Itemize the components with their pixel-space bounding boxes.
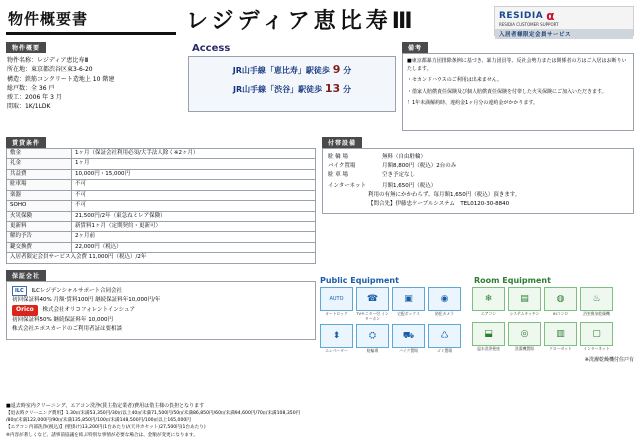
trash-yard-icon: ♺ [428,324,461,348]
item-caption: エアコン [481,311,496,316]
row-key: 解約予告 [7,232,72,242]
footer-line: ※内容が著しくなど、諸事前協議を結ぶ特別な事情が必要な場合は、金額が変更になります。 [6,432,198,438]
rent-section-label: 賃貸条件 [6,137,46,148]
washlet-icon: ⬓ [472,322,505,346]
tv-intercom-icon: ▢ [580,322,613,346]
equipment-panel [320,276,634,386]
orico-logo-icon: Orico [12,305,38,315]
item-caption: 浴室換気乾燥機 [583,311,610,316]
table-row [7,201,316,211]
overview-line: 構造：鉄筋コンクリート造地上 10 階建 [7,75,115,83]
table-row [7,169,316,179]
guarantee-detail: 初回保証料40% 月額־賃料100円 継続保証料年10,000円/年 [12,297,161,304]
list-item [544,322,577,354]
row-value: 21,500円/2年（東急ねミレア保険） [72,211,316,221]
facility-value: 空き予定なし [382,171,416,178]
access-route-minutes: 9 [332,63,341,76]
facility-value: 無料（自由駐輪） [382,154,427,160]
overview-column [6,42,182,131]
access-box [188,56,396,112]
access-title: Access [192,43,231,54]
row-key: 共益費 [7,169,72,179]
intercom-icon: ☎ [356,287,389,311]
item-caption: TVモニター付 インターホン [356,311,389,321]
access-route-label: JR山手線「渋谷」駅徒歩 [232,85,323,94]
list-item [508,322,541,354]
security-camera-icon: ◉ [428,287,461,311]
air-conditioner-icon: ❄ [472,287,505,311]
item-caption: 駐輪場 [366,348,379,354]
row-combined [7,253,316,263]
remark-item: ！1年未満解約時、違約金1ヶ月分の違約金がかかります。 [407,100,538,106]
bicycle-parking-icon: ⛭ [356,324,389,348]
access-route [189,63,395,76]
overview-section-label: 物件概要 [6,42,46,53]
public-equipment-title: Public Equipment [320,276,399,285]
access-route [189,82,395,95]
item-caption: 温水洗浄便座 [477,345,500,351]
row-value: 不可 [72,180,316,190]
table-row [7,253,316,263]
guarantee-company: 株式会社オリコフォレントインシュア [42,307,136,314]
delivery-box-icon: ▣ [392,287,425,311]
motorbike-parking-icon: ⛟ [392,324,425,348]
list-item [428,287,461,321]
access-route-minutes: 13 [324,82,341,95]
room-equipment-list [472,287,620,354]
facility-value: 月額8,800円（税込）2台のみ [382,162,457,169]
rent-conditions-table [6,148,316,264]
equipment-note: ※洗濯乾燥機付住戸有 [584,356,634,363]
remarks-box [402,53,634,131]
internet-row [328,182,628,191]
residia-logo: RESIDIA [499,11,544,21]
list-item [356,324,389,354]
remarks-column [402,42,634,131]
row-key: 入居者限定会員サービス入会費 [10,254,88,261]
row-value: 不可 [72,201,316,211]
remark-item: ・セカンドハウスのご利用は出来ません。 [407,77,503,83]
list-item [580,287,613,319]
title-underline [6,32,176,35]
list-item [392,287,425,321]
doc-type-title: 物件概要書 [8,10,89,28]
overview-line: 竣工：2006 年 3 月 [7,94,62,102]
closet-icon: ▥ [544,322,577,346]
access-route-unit: 分 [343,85,352,94]
room-equipment-title: Room Equipment [474,276,551,285]
ih-stove-icon: ◍ [544,287,577,311]
item-caption: バイク置場 [399,348,418,354]
table-row [7,242,316,252]
washing-machine-icon: ◎ [508,322,541,346]
guarantee-detail: 初回保証料50% 継続保証料年 10,000円 [12,316,113,323]
residia-member-badge [494,6,634,36]
guarantee-column [6,270,316,340]
building-name-title: レジディア恵比寿Ⅲ [186,9,417,34]
item-caption: システムキッチン [509,311,540,316]
guarantee-item [12,286,310,297]
facilities-section-label: 付帯設備 [322,137,362,148]
row-value: 11,000円（税込）/2年 [88,254,147,261]
guarantee-company: ILCレジデンシャルサポート合同会社 [31,287,123,294]
row-value: 2ヶ月前 [72,232,316,242]
overview-line: 間取：1K/1LDK [7,103,51,111]
bath-dryer-icon: ♨ [580,287,613,311]
remark-item: ・借家人賠償責任保険及び個人賠償責任保険を付帯した火災保険にご加入いただきます。 [407,88,607,95]
row-value: 1ヶ月 [72,159,316,169]
list-item [544,287,577,319]
footer-line: ■退去時室内クリーニング、エアコン洗浄(賃主指定業者)費用は借主様の負担となります [6,402,205,409]
internet-value: 月額1,650円（税込） [382,183,437,190]
internet-key: インターネット [328,183,367,190]
table-row [7,211,316,221]
item-caption: 宅配ボックス [397,311,420,316]
internet-contact: 【問合先】伊藤忠ケーブルシステム TEL0120-30-8840 [368,200,510,207]
ilc-logo-icon: ILC [12,286,27,297]
top-row [6,42,634,131]
remarks-section-label: 備考 [402,42,428,53]
guarantee-box [6,281,316,340]
facility-key: 駐 輪 場 [328,154,348,160]
item-caption: ゴミ置場 [436,348,453,354]
row-key: 駐車場 [7,180,72,190]
table-row [7,149,316,159]
overview-line: 総戸数：全 36 戸 [7,84,55,92]
access-route-label: JR山手線「恵比寿」駅徒歩 [232,66,330,75]
row-value: 22,000円（税込） [72,242,316,252]
facility-row [328,171,628,180]
facility-row [328,162,628,171]
row-value: 1ヶ月（保証会社利用必須/大手法人除く※2ヶ月） [72,149,316,159]
overview-line: 物件名称：レジディア恵比寿Ⅲ [7,57,89,64]
item-caption: 防犯カメラ [435,311,454,316]
document-header [6,4,634,40]
item-caption: インターネット [583,345,610,351]
footer-line: /80㎡未満122,000円/90㎡未満135,850円/100㎡未満148,500円/100㎡以上165,000円 [6,417,191,423]
row-value: 不可 [72,190,316,200]
table-row [7,221,316,231]
list-item [428,324,461,354]
public-equipment-list [320,287,468,354]
facility-row [328,153,628,162]
item-caption: 洗濯機置場 [515,345,534,351]
row-key: 礼金 [7,159,72,169]
table-row [7,190,316,200]
row-key: 火災保険 [7,211,72,221]
list-item [320,324,353,354]
row-value: 10,000円・15,000円 [72,169,316,179]
list-item [320,287,353,321]
row-key: SOHO [7,201,72,211]
overview-line: 所在地：東京都渋谷区東3-6-20 [7,66,93,74]
auto-lock-icon: AUTO [320,287,353,311]
alpha-mark-icon: α [546,9,555,23]
footer-notes [6,402,634,439]
row-key: 楽器 [7,190,72,200]
facility-key: 駐 車 場 [328,171,348,178]
access-route-unit: 分 [343,66,352,75]
footer-line: 【退去時クリーニング費用】1.30㎡未満53,350円/30㎡以上40㎡未満71,500円/50㎡未満86,850円/60㎡未満94,600円/70㎡未満108,350円 [6,410,301,416]
list-item [472,287,505,319]
internet-note: 利用の有無にかかわらず、毎月額1,650円（税込）頂きます。 [368,192,521,199]
rent-conditions-column [6,137,316,264]
remark-item: ■東京都暴力団排除条例に基づき、暴力団員等、反社会勢力または関係者の方はご入居はお断りいたします。 [407,58,627,72]
badge-member-line: 入居者様限定会員サービス [495,29,633,39]
item-caption: エレベーター [325,348,348,354]
facilities-column [322,137,634,264]
row-value: 新賃料1ヶ月（定期契約・更新可） [72,221,316,231]
facilities-box [322,148,634,214]
middle-row [6,137,634,264]
row-key: 鍵交換費 [7,242,72,252]
guarantee-item [12,305,310,315]
footer-line: 【エアコン内部洗浄(税込)】(壁掛け)13,200円(1台あたり)/(天井カセット)27,500円(1台あたり) [6,425,206,431]
item-caption: オートロック [325,311,348,316]
facility-key: バイク置場 [328,162,356,169]
list-item [472,322,505,354]
table-row [7,159,316,169]
list-item [356,287,389,321]
list-item [580,322,613,354]
table-row [7,180,316,190]
guarantee-extra: 株式会社エポスカードのご利用者証は要相談 [12,326,123,333]
table-row [7,232,316,242]
list-item [392,324,425,354]
badge-subtitle: RESIDIA CUSTOMER SUPPORT [499,22,559,27]
equipment-headers [320,276,634,285]
access-column [188,42,396,131]
item-caption: クローゼット [549,345,572,351]
overview-lines [6,56,182,112]
row-key: 更新料 [7,221,72,231]
system-kitchen-icon: ▤ [508,287,541,311]
item-caption: IHコンロ [552,311,569,316]
equipment-grid [320,287,634,354]
list-item [508,287,541,319]
elevator-icon: ⬍ [320,324,353,348]
row-key: 敷金 [7,149,72,159]
guarantee-section-label: 保証会社 [6,270,46,281]
